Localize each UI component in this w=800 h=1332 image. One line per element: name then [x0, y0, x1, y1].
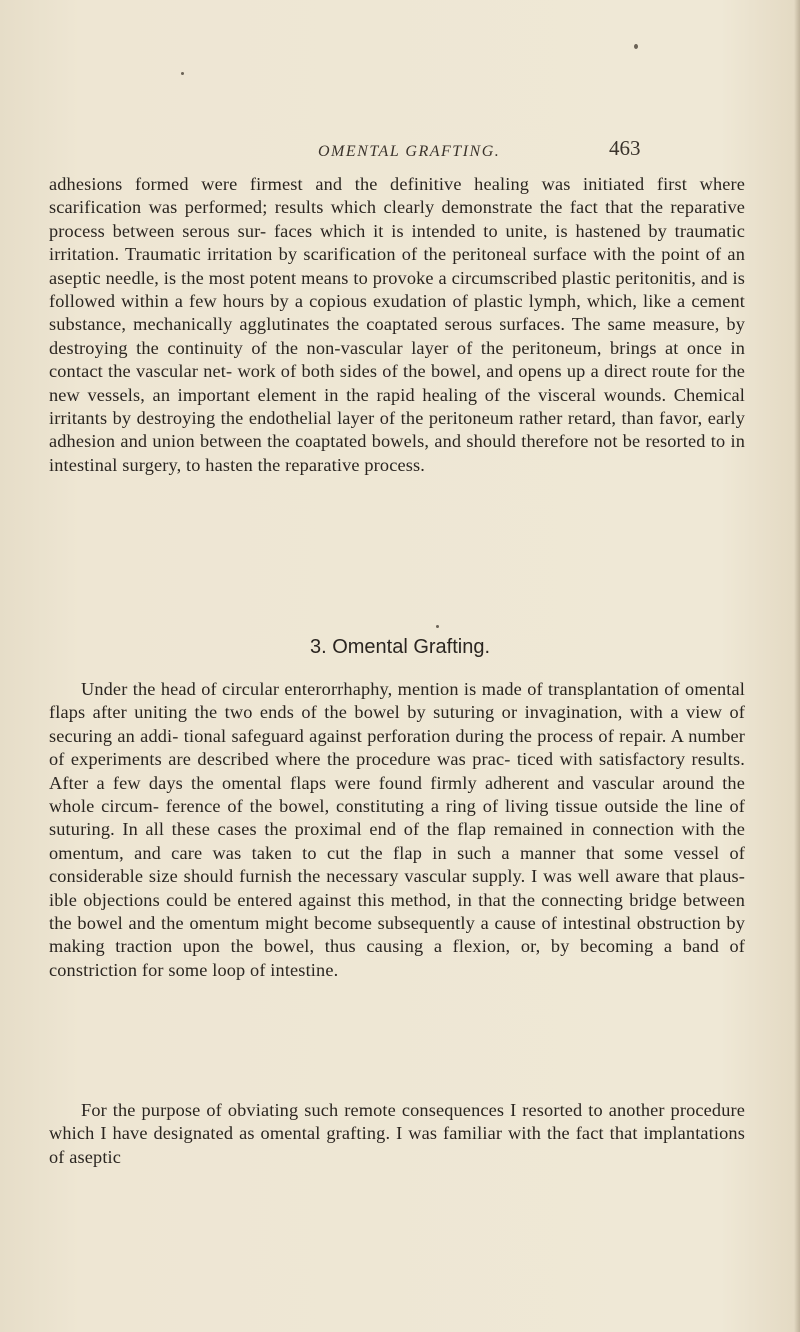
ink-speck: [634, 44, 638, 49]
page-number: 463: [609, 136, 641, 160]
running-title: OMENTAL GRAFTING.: [318, 143, 501, 160]
paragraph-omental-grafting: For the purpose of obviating such remote consequences I resorted to another procedure which I have designated as omental grafting. I was familiar with the fact that implantations of aseptic: [49, 1100, 745, 1167]
ink-speck: [181, 72, 184, 75]
ink-speck: [436, 625, 439, 628]
paragraph-adhesions: adhesions formed were firmest and the definitive healing was initiated first where scarification was performed; results which clearly demonstrate the fact that the reparative process between serous sur- faces which it is intended to unite, is hastened by traumatic irritation. Traumatic irritation by scarification of the peritoneal surface with the point of an aseptic needle, is the most potent means to provoke a circumscribed plastic peritonitis, and is followed within a few hours by a copious exudation of plastic lymph, which, like a cement substance, mechanically agglutinates the coaptated serous surfaces. The same measure, by destroying the continuity of the non-vascular layer of the peritoneum, brings at once in contact the vascular net- work of both sides of the bowel, and opens up a direct route for the new vessels, an important element in the rapid healing of the visceral wounds. Chemical irritants by destroying the endothelial layer of the peritoneum rather retard, than favor, early adhesion and union between the coaptated bowels, and should therefore not be resorted to in intestinal surgery, to hasten the reparative process.: [49, 174, 745, 475]
section-heading: 3. Omental Grafting.: [309, 636, 491, 658]
paragraph-omental-flaps: Under the head of circular enterorrhaphy, mention is made of transplantation of omental flaps after uniting the two ends of the bowel by suturing or invagination, with a view of securing an addi- tional safeguard against perforation during the process of repair. A number of experiments are described where the procedure was prac- ticed with satisfactory results. After a few days the omental flaps were found firmly adherent and vascular around the whole circum- ference of the bowel, constituting a ring of living tissue outside the line of suturing. In all these cases the proximal end of the flap remained in connection with the omentum, and care was taken to cut the flap in such a manner that some vessel of considerable size should furnish the necessary vascular supply. I was well aware that plaus- ible objections could be entered against this method, in that the connecting bridge between the bowel and the omentum might become subsequently a cause of intestinal obstruction by making traction upon the bowel, thus causing a flexion, or, by becoming a band of constriction for some loop of intestine.: [49, 679, 745, 980]
page-edge-shadow: [794, 0, 800, 1332]
